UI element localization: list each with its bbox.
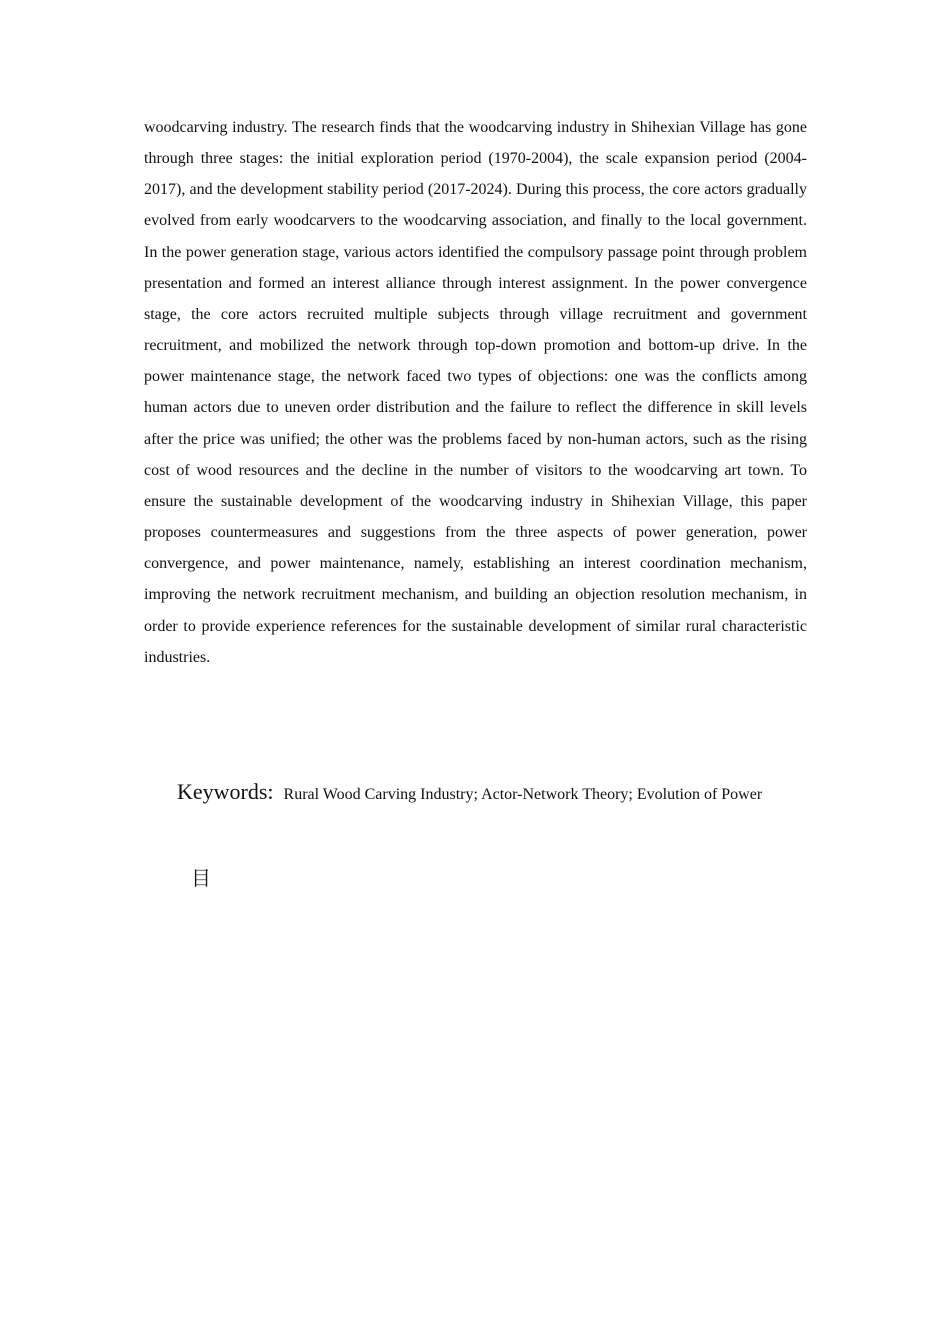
keywords-label: Keywords: (177, 779, 274, 804)
keywords-line (177, 774, 817, 813)
keywords-text: Rural Wood Carving Industry; Actor-Network Theory; Evolution of Power (283, 786, 763, 803)
abstract-paragraph: woodcarving industry. The research finds that the woodcarving industry in Shihexian Village has gone through three stages: the initial exploration period (1970-2004), the scale expansion period (2004-2017), and the development stability period (2017-2024). During this process, the core actors gradually evolved from early woodcarvers to the woodcarving association, and finally to the local government. In the power generation stage, various actors identified the compulsory passage point through problem presentation and formed an interest alliance through interest assignment. In the power convergence stage, the core actors recruited multiple subjects through village recruitment and government recruitment, and mobilized the network through top-down promotion and bottom-up drive. In the power maintenance stage, the network faced two types of objections: one was the conflicts among human actors due to uneven order distribution and the failure to reflect the difference in skill levels after the price was unified; the other was the problems faced by non-human actors, such as the rising cost of wood resources and the decline in the number of visitors to the woodcarving art town. To ensure the sustainable development of the woodcarving industry in Shihexian Village, this paper proposes countermeasures and suggestions from the three aspects of power generation, power convergence, and power maintenance, namely, establishing an interest coordination mechanism, improving the network recruitment mechanism, and building an objection resolution mechanism, in order to provide experience references for the sustainable development of similar rural characteristic industries. (144, 119, 807, 666)
table-of-contents-heading: 目 (191, 866, 211, 890)
